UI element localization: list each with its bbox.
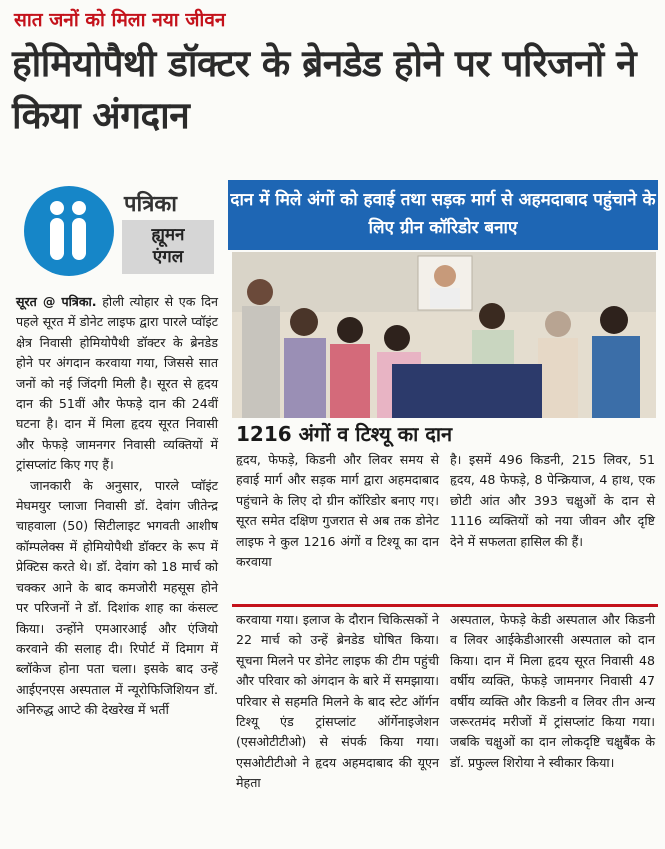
patrika-human-angle-logo bbox=[24, 186, 204, 276]
article-column-3: अस्पताल, फेफड़े केडी अस्पताल और किडनी व लिवर आईकेडीआरसी अस्पताल को दान किया। दान में मिला हृदय सूरत निवासी 48 वर्षीय व्यक्ति, फेफड़े जामनगर निवासी 47 वर्षीय व्यक्ति और किडनी व लिवर तीन अन्य जरूरतमंद मरीजों में ट्रांसप्लांट किया गया। जबकि चक्षुओं का दान लोकदृष्टि चक्षुबैंक के डॉ. प्रफुल्ल शिरोया ने स्वीकार किया। bbox=[450, 612, 655, 770]
news-photo bbox=[232, 252, 656, 418]
logo-brand: पत्रिका bbox=[124, 192, 177, 217]
kicker-label: सात जनों को मिला नया जीवन bbox=[14, 9, 226, 31]
section-divider bbox=[232, 604, 658, 607]
box-subhead: 1216 अंगों व टिश्यू का दान bbox=[236, 422, 453, 446]
logo-tag-line1: ह्यूमन bbox=[151, 225, 185, 245]
human-figure-icon bbox=[46, 200, 92, 262]
article-para-2: जानकारी के अनुसार, पारले प्वॉइंट मेघमयुर प्लाजा निवासी डॉ. देवांग जीतेन्द्र चाहवाला (50) सिटीलाइट भगवती आशीष कॉम्पलेक्स में होमियोपैथी डॉक्टर के रूप में प्रेक्टिस करते थे। डॉ. देवांग को 18 मार्च को चक्कर आने के बाद कमजोरी महसूस होने पर परिजनों ने डॉ. दिशांक शाह का कंसल्ट किया। उन्होंने एमआरआई और एंजियो करवाने की सलाह दी। रिपोर्ट में दिमाग में ब्लॉकेज होना पता चला। इसके बाद उन्हें आईएनएस अस्पताल में न्यूरोफिजिशियन डॉ. अनिरुद्ध आप्टे की देखरेख में भर्ती bbox=[16, 477, 218, 718]
photo-caption: दान में मिले अंगों को हवाई तथा सड़क मार्ग से अहमदाबाद पहुंचाने के लिए ग्रीन कॉरिडोर बनाए bbox=[228, 180, 658, 250]
logo-circle bbox=[24, 186, 114, 276]
headline: होमियोपैथी डॉक्टर के ब्रेनडेड होने पर परिजनों ने किया अंगदान bbox=[12, 42, 637, 137]
logo-tag-line2: एंगल bbox=[152, 247, 184, 267]
article-para-1: होली त्योहार से एक दिन पहले सूरत में डोनेट लाइफ द्वारा पारले प्वॉइंट क्षेत्र निवासी होमियोपैथी डॉक्टर के ब्रेनडेड होने पर अंगदान करवाया गया, जिससे सात जनों को नई जिंदगी मिली है। सूरत से हृदय दान की 51वीं और फेफड़े दान की 24वीं घटना है। दान में मिला हृदय सूरत निवासी और फेफड़े जामनगर निवासी व्यक्तियों में ट्रांसप्लांट किए गए हैं। bbox=[16, 294, 219, 473]
family-photo-icon bbox=[232, 252, 656, 418]
box-column-b: है। इसमें 496 किडनी, 215 लिवर, 51 हृदय, 48 फेफड़े, 8 पेन्क्रियाज, 4 हाथ, एक छोटी आंत और 393 चक्षुओं के दान से 1116 व्यक्तियों को नया जीवन और दृष्टि देने में सफलता हासिल की हैं। bbox=[450, 452, 655, 549]
article-column-1 bbox=[16, 292, 218, 721]
logo-tag bbox=[122, 220, 214, 274]
box-column-a: हृदय, फेफड़े, किडनी और लिवर समय से हवाई मार्ग और सड़क मार्ग द्वारा अहमदाबाद पहुंचाने के लिए दो ग्रीन कॉरिडोर बनाए गए। सूरत समेत दक्षिण गुजरात से अब तक डोनेट लाइफ ने कुल 1216 अंगों व टिश्यू का दान करवाया bbox=[236, 452, 439, 570]
dateline: सूरत @ पत्रिका. bbox=[16, 294, 97, 309]
article-column-2: करवाया गया। इलाज के दौरान चिकित्सकों ने 22 मार्च को उन्हें ब्रेनडेड घोषित किया। सूचना मिलने पर डोनेट लाइफ की टीम पहुंची और परिवार को अंगदान के बारे में समझाया। परिवार से सहमति मिलने के बाद स्टेट ऑर्गन टिश्यू एंड ट्रांसप्लांट ऑर्गेनाइजेशन (एसओटीटीओ) से संपर्क किया गया। एसओटीटीओ ने हृदय अहमदाबाद की यूएन मेहता bbox=[236, 612, 439, 791]
